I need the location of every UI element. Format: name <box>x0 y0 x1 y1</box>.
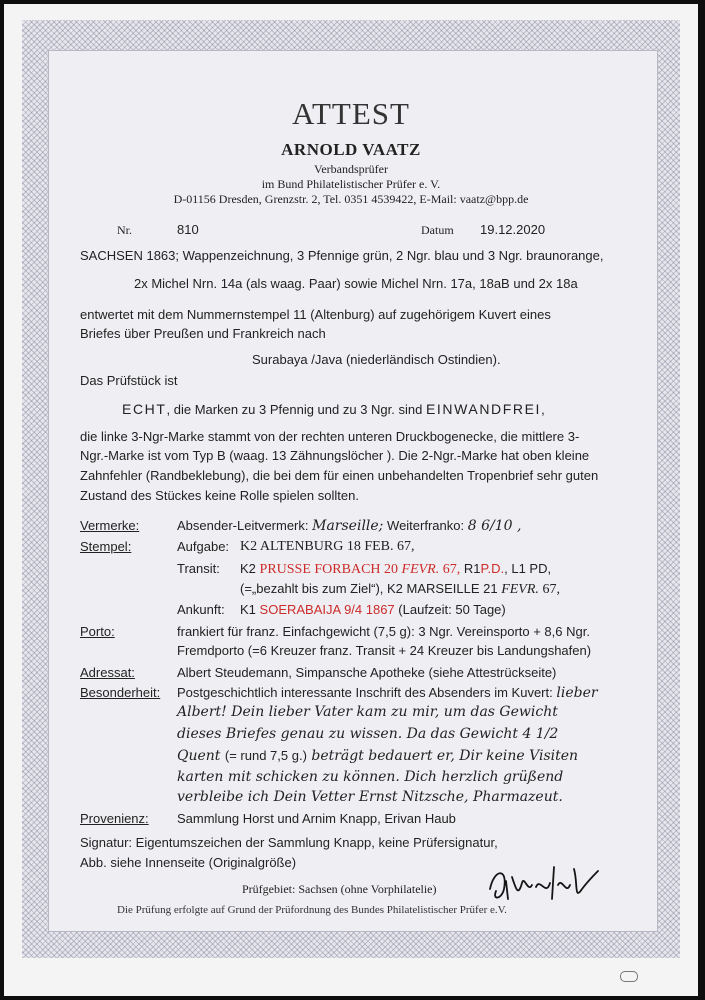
handwriting-3a: Quent <box>177 748 221 764</box>
ankunft-red-stamp: SOERABAIJA 9/4 1867 <box>259 602 395 617</box>
signatur-text: Signatur: Eigentumszeichen der Sammlung Knapp, keine Prüfersignatur, <box>80 835 498 850</box>
handwriting-1: Albert! Dein lieber Vater kam zu mir, um das Gewicht <box>177 704 558 720</box>
vermerke-franko-label: Weiterfranko: <box>387 518 465 533</box>
examiner-association: im Bund Philatelistischer Prüfer e. V. <box>261 177 441 191</box>
transit-r1-red: P.D. <box>480 561 505 576</box>
nr-value: 810 <box>177 222 199 237</box>
page-title: ATTEST <box>292 96 410 131</box>
vermerke-franko-value: 8 6/10 , <box>467 518 522 534</box>
handwriting-3b: (= rund 7,5 g.) <box>224 748 307 763</box>
desc-line-3: entwertet mit dem Nummernstempel 11 (Altenburg) auf zugehörigem Kuvert eines <box>80 307 551 322</box>
handwriting-5: verbleibe ich Dein Vetter Ernst Nitzsche, Pharmazeut. <box>177 789 563 805</box>
desc-line-4: Briefes über Preußen und Frankreich nach <box>80 326 326 341</box>
transit-k2: K2 <box>240 561 256 576</box>
handwriting-4: karten mit schicken zu können. Dich herzlich grüßend <box>177 769 564 785</box>
handwriting-3c: beträgt bedauert er, Dir keine Visiten <box>311 748 579 764</box>
abbildung-text: Abb. siehe Innenseite (Originalgröße) <box>80 855 297 870</box>
transit2-year: 67, <box>542 582 561 597</box>
ankunft-k1: K1 <box>240 602 256 617</box>
besonderheit-label: Besonderheit: <box>80 685 161 700</box>
destination: Surabaya /Java (niederländisch Ostindien). <box>252 352 501 367</box>
besonderheit-intro: Postgeschichtlich interessante Inschrift des Absenders im Kuvert: <box>177 685 553 700</box>
vermerke-text: Absender-Leitvermerk: <box>177 518 309 533</box>
transit-line-2 <box>240 581 560 598</box>
notes-line-3: Zahnfehler (Randbeklebung), die bei dem für einen unbehandelten Tropenbrief sehr guten <box>80 468 599 483</box>
ankunft-label: Ankunft: <box>177 602 225 617</box>
notes-line-4: Zustand des Stückes keine Rolle spielen sollten. <box>80 488 359 503</box>
aufgabe-label: Aufgabe: <box>177 539 230 554</box>
examiner-name: ARNOLD VAATZ <box>281 140 421 159</box>
handwriting-2: dieses Briefes genau zu wissen. Da das Gewicht 4 1/2 <box>177 726 559 742</box>
ankunft-line <box>240 602 506 617</box>
vermerke-line <box>177 518 521 534</box>
adressat-label: Adressat: <box>80 665 135 680</box>
transit-label: Transit: <box>177 561 220 576</box>
verdict-echt: ECHT <box>122 401 167 417</box>
provenienz-value: Sammlung Horst und Arnim Knapp, Erivan Haub <box>177 811 456 826</box>
datum-label: Datum <box>421 223 454 237</box>
verdict-line <box>122 401 545 417</box>
handwriting-0: lieber <box>556 685 598 701</box>
transit2-month: FEVR. <box>501 582 539 597</box>
notes-line-1: die linke 3-Ngr-Marke stammt von der rechten unteren Druckbogenecke, die mittlere 3- <box>80 429 580 444</box>
stempel-label: Stempel: <box>80 539 132 554</box>
vermerke-hand: Marseille; <box>312 518 384 534</box>
transit-r1: R1 <box>463 561 481 576</box>
transit-red-stamp <box>260 562 461 577</box>
nr-label: Nr. <box>117 223 132 237</box>
handwriting-3 <box>177 748 578 764</box>
transit2-text: (=„bezahlt bis zum Ziel“), K2 MARSEILLE 21 <box>240 581 498 596</box>
transit-red-month: FEVR. <box>401 562 440 577</box>
intro-text: Das Prüfstück ist <box>80 373 178 388</box>
transit-red-year: 67, <box>442 562 461 577</box>
examiner-signature <box>482 859 602 909</box>
besonderheit-text <box>177 685 598 701</box>
desc-line-1: SACHSEN 1863; Wappenzeichnung, 3 Pfennige grün, 2 Ngr. blau und 3 Ngr. braunorange, <box>80 248 604 263</box>
pruefordnung-text: Die Prüfung erfolgte auf Grund der Prüfordnung des Bundes Philatelistischer Prüfer e.V. <box>117 904 507 916</box>
notes-line-2: Ngr.-Marke ist vom Typ B (waag. 13 Zähnungslöcher ). Die 2-Ngr.-Marke hat oben kleine <box>80 448 590 463</box>
ankunft-tail: (Laufzeit: 50 Tage) <box>398 602 506 617</box>
porto-label: Porto: <box>80 624 115 639</box>
vermerke-label: Vermerke: <box>80 518 140 533</box>
examiner-address: D-01156 Dresden, Grenzstr. 2, Tel. 0351 4539422, E-Mail: vaatz@bpp.de <box>173 192 529 206</box>
adressat-value: Albert Steudemann, Simpansche Apotheke (siehe Attestrückseite) <box>177 665 557 680</box>
certificate-sheet <box>4 4 698 996</box>
transit-red-text: PRUSSE FORBACH 20 <box>259 562 399 577</box>
desc-line-2: 2x Michel Nrn. 14a (als waag. Paar) sowie Michel Nrn. 17a, 18aB und 2x 18a <box>134 276 578 291</box>
porto-line-1: frankiert für franz. Einfachgewicht (7,5 g): 3 Ngr. Vereinsporto + 8,6 Ngr. <box>177 624 590 639</box>
provenienz-label: Provenienz: <box>80 811 149 826</box>
datum-value: 19.12.2020 <box>480 222 546 237</box>
transit-line <box>240 561 551 578</box>
bpp-logo-icon <box>620 971 638 982</box>
verdict-middle: , die Marken zu 3 Pfennig und zu 3 Ngr. sind <box>166 402 423 417</box>
porto-line-2: Fremdporto (=6 Kreuzer franz. Transit + 24 Kreuzer bis Landungshafen) <box>177 643 592 658</box>
verdict-tail: , <box>541 402 545 417</box>
verdict-einwandfrei: EINWANDFREI <box>425 401 542 417</box>
pruefgebiet-text: Prüfgebiet: Sachsen (ohne Vorphilatelie) <box>242 882 437 896</box>
transit-l1: , L1 PD, <box>504 561 552 576</box>
examiner-role: Verbandsprüfer <box>314 162 388 176</box>
aufgabe-value: K2 ALTENBURG 18 FEB. 67, <box>240 539 415 554</box>
